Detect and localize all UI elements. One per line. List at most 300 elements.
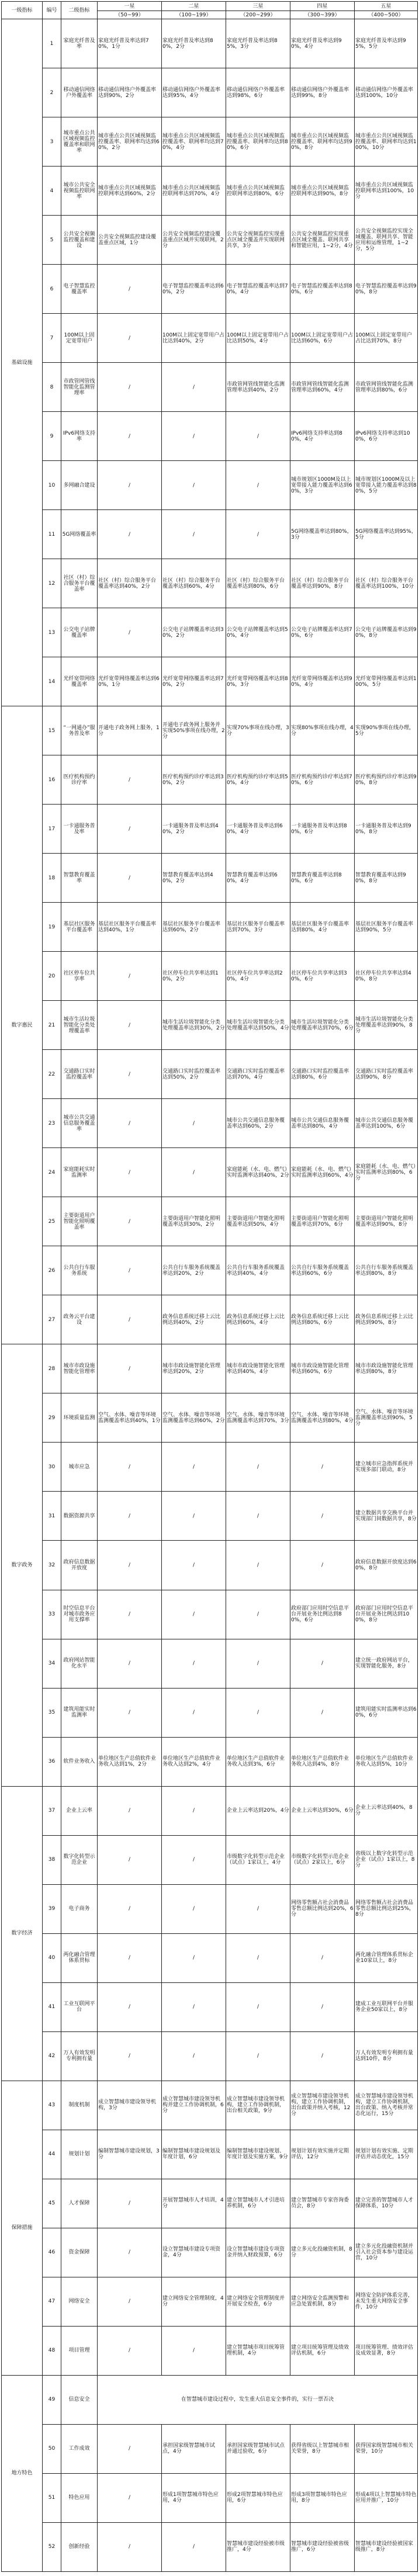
row-number: 44 [43,2130,61,2179]
criteria-cell: / [226,1590,290,1639]
indicator-name: 建筑用能实时监测率 [61,1688,98,1737]
table-row [2,1541,418,1590]
criteria-cell: 公共自行车服务系统覆盖率达到20%，2分 [162,1246,226,1295]
criteria-cell: 建筑用能实时监测率达到60%，6分 [355,1688,418,1737]
criteria-cell: / [98,1148,162,1197]
indicator-name: IPv6网络支持率 [61,412,98,461]
criteria-cell: 编制智慧城市建设规划及年度计划，6分 [162,2130,226,2179]
criteria-cell: 公共安全视频监控实现重点区域全覆盖、联网共享和智能应用，1~2分，4分 [290,216,355,265]
score-range: （200~299） [226,11,290,19]
criteria-cell: / [98,363,162,412]
criteria-cell: 单位地区生产总值软件业务收入达到2%，4分 [162,1737,226,1786]
dimension-label: 数字惠民 [2,706,43,1344]
criteria-cell: 实现90%事项在线办理，5分 [355,706,418,755]
criteria-cell: / [98,1982,162,2031]
criteria-cell: / [290,1541,355,1590]
indicator-name: 资金保障 [61,2228,98,2277]
criteria-cell: 企业上云率达到30%，6分 [290,1786,355,1835]
criteria-cell: / [98,952,162,1001]
criteria-cell: / [162,1492,226,1541]
indicator-name: 电子商务 [61,1884,98,1933]
row-number: 34 [43,1639,61,1688]
table-row [2,755,418,805]
criteria-cell: / [98,2179,162,2228]
criteria-cell: / [98,1246,162,1295]
table-row [2,2130,418,2179]
criteria-cell: 城市重点公共区域视频监控覆盖率、联网率均达到100%，10分 [355,117,418,167]
criteria-cell: 政府信息数据开放度达到60%，8分 [355,1541,418,1590]
indicator-name: 制度机制 [61,2081,98,2130]
criteria-cell: / [98,1001,162,1050]
criteria-cell: 规划计划有效实施、定期评估并动态优化，15分 [355,2130,418,2179]
criteria-cell: 社区（村）综合服务平台覆盖率达到60%，4分 [162,559,226,608]
row-number: 43 [43,2081,61,2130]
criteria-cell: 城市重点公共区域视频监控联网率达到100%，10分 [355,167,418,216]
table-row [2,1050,418,1099]
criteria-cell: 城市重点公共区域视频监控覆盖率、联网率均达到80%，6分 [226,117,290,167]
criteria-cell: / [98,1344,162,1393]
row-number: 26 [43,1246,61,1295]
indicator-name: 城市公共交通信息服务覆盖率 [61,1099,98,1148]
indicator-name: 特色应用 [61,2473,98,2522]
indicator-name: 规划计划 [61,2130,98,2179]
criteria-cell: 成立智慧城市建设领导机构，建立工作协调机制，出台相关政策，9分 [226,2081,290,2130]
criteria-cell: / [98,2522,162,2571]
criteria-cell: / [162,1099,226,1148]
dimension-label: 地方特色 [2,2375,43,2571]
score-range: （400~500） [355,11,418,19]
criteria-cell: / [162,461,226,510]
criteria-cell: 智慧城市建设经验被国家级推广，8分 [355,2522,418,2571]
criteria-cell: / [98,412,162,461]
criteria-cell: 一卡通服务普及率达到60%，4分 [226,805,290,854]
criteria-cell: / [226,1541,290,1590]
row-number: 47 [43,2277,61,2326]
criteria-cell: 建立网络安全管理制度，4分 [162,2277,226,2326]
criteria-cell: / [290,1982,355,2031]
criteria-cell: 公共安全视频监控实现重点区域全覆盖并实现联网共享，3分 [226,216,290,265]
criteria-cell: / [162,1688,226,1737]
criteria-cell: 公共自行车服务系统覆盖率达到40%，4分 [226,1246,290,1295]
criteria-cell: / [226,2031,290,2081]
criteria-cell: 交通路口实时监控覆盖率达到50%，2分 [162,1050,226,1099]
indicator-name: 5G网络覆盖率 [61,510,98,559]
indicator-name: 公共安全视频监控覆盖和建设 [61,216,98,265]
criteria-cell: 家庭光纤普及率达到70%，1分 [98,19,162,68]
indicator-name: 信息安全 [61,2375,98,2424]
criteria-cell: 家庭光纤普及率达到85%，3分 [226,19,290,68]
level1-header: 一级指标 [2,2,43,19]
criteria-cell: 家庭能耗（水、电、燃气）实时监测率达到60%，4分 [290,1148,355,1197]
criteria-cell: 两化融合管理体系贯标企业10家以上，8分 [355,1933,418,1982]
criteria-cell: 城市公共交通信息服务覆盖率达到100%，6分 [355,1099,418,1148]
indicator-name: 城市公共安全视频监控联网率 [61,167,98,216]
row-number: 20 [43,952,61,1001]
criteria-cell: / [98,805,162,854]
criteria-cell: 获得省级以上智慧城市相关荣誉，8分 [290,2424,355,2473]
criteria-cell: 公交电子站牌覆盖率达到30%，2分 [162,608,226,657]
criteria-cell: 移动通信网络户外覆盖率达到100%，10分 [355,68,418,117]
table-row [2,854,418,903]
row-number: 52 [43,2522,61,2571]
criteria-cell: 市级数字化转型示范企业（试点）2家以上，6分 [290,1835,355,1884]
criteria-cell: 智慧教育覆盖率达到90%，8分 [355,854,418,903]
indicator-name: 两化融合管理体系贯标 [61,1933,98,1982]
criteria-cell: 项目统筹管理、绩效评估及成效显著，8分 [355,2326,418,2375]
criteria-cell: 5G网络覆盖率达到80%，3分 [290,510,355,559]
criteria-cell: 社区（村）综合服务平台覆盖率达到90%，8分 [290,559,355,608]
criteria-cell: 城市生活垃圾智能化分类处理覆盖率达到90%，8分 [355,1001,418,1050]
criteria-cell: / [98,1884,162,1933]
indicator-name: 万人有效发明专利拥有量 [61,2031,98,2081]
criteria-cell: / [98,608,162,657]
header-row [2,2,418,11]
row-number: 39 [43,1884,61,1933]
table-row [2,2375,418,2424]
table-row [2,510,418,559]
criteria-cell: 政府部门应用时空信息平台开展业务比例达到80%，6分 [290,1590,355,1639]
row-number: 1 [43,19,61,68]
criteria-cell: 政务信息系统迁移上云比例达到90%，8分 [355,1295,418,1344]
criteria-cell: / [98,755,162,805]
criteria-cell: 家庭能耗（水、电、燃气）实时监测率达到40%，2分 [226,1148,290,1197]
table-row [2,1835,418,1884]
indicator-name: 网络安全 [61,2277,98,2326]
criteria-cell: / [290,1688,355,1737]
criteria-cell: 社区（村）综合服务平台覆盖率达到40%，2分 [98,559,162,608]
criteria-cell: 社区停车位共享率达到40%，8分 [355,952,418,1001]
criteria-cell: 城市市政设施智能化管理率达到40%，4分 [226,1344,290,1393]
row-number: 28 [43,1344,61,1393]
row-number: 46 [43,2228,61,2277]
table-row [2,608,418,657]
criteria-cell: 移动通信网络户外覆盖率达到99%，8分 [290,68,355,117]
criteria-cell: 家庭光纤普及率达到80%，2分 [162,19,226,68]
tier-header: 四星 [290,2,355,11]
table-row [2,117,418,167]
criteria-cell: 建立项目统筹管理及绩效评估机制，6分 [290,2326,355,2375]
criteria-cell: / [162,363,226,412]
row-number: 17 [43,805,61,854]
criteria-cell: 城市规划区1000M及以上宽带接入能力覆盖率达到60%，3分 [290,461,355,510]
criteria-cell: 建立多元化投融资机制，8分 [290,2228,355,2277]
criteria-cell: / [162,412,226,461]
table-row [2,2522,418,2571]
criteria-cell: / [290,1492,355,1541]
table-row [2,314,418,363]
row-number: 31 [43,1492,61,1541]
criteria-cell: 电子智慧监控覆盖率达到60%，2分 [162,265,226,314]
table-row [2,1443,418,1492]
criteria-cell: / [98,1835,162,1884]
criteria-cell: 公共安全视频监控实现全域覆盖、联网共享、智能应用和运维管理，1~2分，5分 [355,216,418,265]
criteria-cell: 城市公共交通信息服务覆盖率达到80%，4分 [290,1099,355,1148]
criteria-cell: / [226,1492,290,1541]
criteria-cell: 医疗机构预约诊疗率达到50%，4分 [226,755,290,805]
table-row [2,2473,418,2522]
criteria-cell: 编制智慧城市建设规划，3分 [98,2130,162,2179]
criteria-cell: 实现80%事项在线办理，4分 [290,706,355,755]
criteria-cell: / [290,1933,355,1982]
indicator-name: 工业互联网平台 [61,1982,98,2031]
criteria-cell: 获得国家级智慧城市相关荣誉，10分 [355,2424,418,2473]
table-row [2,216,418,265]
criteria-cell: / [98,854,162,903]
criteria-cell: 5G网络覆盖率达到95%，5分 [355,510,418,559]
criteria-cell: 建立统一政府网站平台，实现智能化服务，8分 [355,1639,418,1688]
tier-header: 一星 [98,2,162,11]
criteria-cell: 政务信息系统迁移上云比例达到60%，4分 [226,1295,290,1344]
criteria-cell: / [162,1884,226,1933]
row-number: 5 [43,216,61,265]
criteria-cell: 主要街道用户智能化照明覆盖率达到90%，8分 [355,1197,418,1246]
criteria-cell: 建立智慧城市项目统筹管理机制，4分 [226,2326,290,2375]
criteria-cell: 基层社区服务平台覆盖率达到60%，2分 [162,903,226,952]
criteria-cell: 一卡通服务普及率达到40%，2分 [162,805,226,854]
row-number: 9 [43,412,61,461]
indicator-name: 一卡通服务普及率 [61,805,98,854]
criteria-cell: / [98,2228,162,2277]
criteria-cell: 建立数据共享交换平台并实现部门间数据共享，8分 [355,1492,418,1541]
criteria-cell: 形成3项智慧城市特色应用，8分 [290,2473,355,2522]
criteria-cell: / [98,1688,162,1737]
criteria-cell: 交通路口实时监控覆盖率达到70%，4分 [226,1050,290,1099]
row-number: 6 [43,265,61,314]
criteria-cell: 医疗机构预约诊疗率达到90%，8分 [355,755,418,805]
table-row [2,1246,418,1295]
criteria-cell: 社区（村）综合服务平台覆盖率达到100%，10分 [355,559,418,608]
indicator-name: 100M以上固定宽带用户 [61,314,98,363]
criteria-cell: 电子智慧监控覆盖率达到90%，8分 [355,265,418,314]
table-row [2,706,418,755]
criteria-cell: / [226,461,290,510]
criteria-cell: 建立城市应急指挥系统并实现多部门联动，8分 [355,1443,418,1492]
criteria-cell: / [226,1884,290,1933]
criteria-cell: / [226,510,290,559]
table-row [2,2179,418,2228]
table-row [2,1001,418,1050]
criteria-cell: / [290,2031,355,2081]
criteria-cell: / [98,314,162,363]
criteria-cell: 成立智慧城市建设领导机构，建立工作协调机制，出台政策并纳入考核，12分 [290,2081,355,2130]
criteria-cell: / [290,1639,355,1688]
criteria-cell: 政务信息系统迁移上云比例达到40%，2分 [162,1295,226,1344]
criteria-cell: / [98,1933,162,1982]
criteria-cell: 社区（村）综合服务平台覆盖率达到80%，6分 [226,559,290,608]
criteria-cell: 城市重点公共区域视频监控覆盖率、联网率均达到60%，2分 [98,117,162,167]
row-number: 14 [43,657,61,706]
criteria-cell: 城市重点公共区域视频监控联网率达到70%，4分 [162,167,226,216]
row-number: 32 [43,1541,61,1590]
table-row [2,2326,418,2375]
table-row [2,2081,418,2130]
criteria-cell: 承担国家级智慧城市试点并通过验收，6分 [226,2424,290,2473]
table-row [2,2424,418,2473]
row-number: 19 [43,903,61,952]
criteria-cell: / [226,1688,290,1737]
criteria-cell: 万人有效发明专利拥有量达到10件，8分 [355,2031,418,2081]
indicator-name: 数字化转型示范企业 [61,1835,98,1884]
table-row [2,1099,418,1148]
criteria-cell: 智慧教育覆盖率达到80%，6分 [290,854,355,903]
table-row [2,952,418,1001]
criteria-cell: 网络零售额占社会消费品零售总额比例达到25%，8分 [355,1884,418,1933]
criteria-cell: 医疗机构预约诊疗率达到30%，2分 [162,755,226,805]
indicator-name: 城市应急 [61,1443,98,1492]
criteria-cell: / [98,1492,162,1541]
level2-header: 二级指标 [61,2,98,19]
criteria-cell: 形成4项以上智慧城市特色应用并推广，10分 [355,2473,418,2522]
criteria-cell: 企业上云率达到40%，8分 [355,1786,418,1835]
criteria-cell: / [162,1443,226,1492]
criteria-cell: 100M以上固定宽带用户占比达到70%，8分 [355,314,418,363]
criteria-cell: 公交电子站牌覆盖率达到50%，4分 [226,608,290,657]
indicator-name: 创新经验 [61,2522,98,2571]
indicator-name: 数据资源共享 [61,1492,98,1541]
criteria-cell: 建立智慧城市人才引进培养机制，6分 [226,2179,290,2228]
table-row [2,412,418,461]
criteria-cell: 光纤宽带网络覆盖率达到80%，3分 [226,657,290,706]
criteria-cell: 城市生活垃圾智能化分类处理覆盖率达到50%，4分 [226,1001,290,1050]
criteria-cell: 市政管网管线智能化监测管理率达到60%，4分 [290,363,355,412]
criteria-cell: 开通电子政务网上服务并实现50%事项在线办理，2分 [162,706,226,755]
criteria-cell: 100M以上固定宽带用户占比达到50%，4分 [226,314,290,363]
criteria-cell: 政务信息系统迁移上云比例达到80%，6分 [290,1295,355,1344]
criteria-cell: 移动通信网络户外覆盖率达到98%，6分 [226,68,290,117]
row-number: 23 [43,1099,61,1148]
criteria-cell: 建立网络安全监测预警和应急处置机制，8分 [290,2277,355,2326]
criteria-cell: 公交电子站牌覆盖率达到70%，6分 [290,608,355,657]
indicator-name: 人才保障 [61,2179,98,2228]
criteria-cell: 政府部门应用时空信息平台开展业务比例达到100%，8分 [355,1590,418,1639]
criteria-cell: 编制智慧城市建设规划、年度计划及实施方案，9分 [226,2130,290,2179]
criteria-cell: / [98,1099,162,1148]
criteria-cell: IPv6网络支持率达到100%，6分 [355,412,418,461]
criteria-cell: 智慧城市建设经验被市级推广，4分 [226,2522,290,2571]
criteria-cell: / [226,1933,290,1982]
criteria-cell: 城市生活垃圾智能化分类处理覆盖率达到70%，6分 [290,1001,355,1050]
row-number: 21 [43,1001,61,1050]
criteria-cell: 开通电子政务网上服务，1分 [98,706,162,755]
row-number: 24 [43,1148,61,1197]
criteria-cell: / [98,1295,162,1344]
criteria-cell: 光纤宽带网络覆盖率达到70%，2分 [162,657,226,706]
criteria-cell: 公共安全视频监控建设覆盖重点区域，1分 [98,216,162,265]
indicator-name: 企业上云率 [61,1786,98,1835]
indicator-name: 工作成效 [61,2424,98,2473]
table-row [2,1197,418,1246]
table-row [2,363,418,412]
criteria-cell: 100M以上固定宽带用户占比达到60%，6分 [290,314,355,363]
row-number: 29 [43,1393,61,1443]
table-row [2,1688,418,1737]
criteria-cell: / [162,1933,226,1982]
criteria-cell: 城市重点公共区域视频监控覆盖率、联网率均达到70%，4分 [162,117,226,167]
table-row [2,1933,418,1982]
indicator-name: 家庭能耗实时监测率 [61,1148,98,1197]
row-number: 3 [43,117,61,167]
criteria-cell: 单位地区生产总值软件业务收入达到1%，2分 [98,1737,162,1786]
criteria-cell: 建立智慧城市专家咨询委员会，8分 [290,2179,355,2228]
indicator-name: 社区停车位共享率 [61,952,98,1001]
indicator-name: 市政管网管线智能化监测管理率 [61,363,98,412]
criteria-cell: 医疗机构预约诊疗率达到70%，6分 [290,755,355,805]
row-number: 38 [43,1835,61,1884]
criteria-cell: 单位地区生产总值软件业务收入达到5%，10分 [355,1737,418,1786]
criteria-cell: 城市重点公共区域视频监控覆盖率、联网率均达到90%，8分 [290,117,355,167]
criteria-cell: 基层社区服务平台覆盖率达到90%，5分 [355,903,418,952]
criteria-cell: 基层社区服务平台覆盖率达到40%，1分 [98,903,162,952]
score-range: （50~99） [98,11,162,19]
criteria-cell: / [98,1639,162,1688]
indicator-name: 政府信息数据开放度 [61,1541,98,1590]
criteria-cell: 城市重点公共区域视频监控联网率达到90%，8分 [290,167,355,216]
table-row [2,1492,418,1541]
criteria-cell: / [98,2031,162,2081]
criteria-cell: 社区停车位共享率达到10%，2分 [162,952,226,1001]
criteria-cell: / [226,1443,290,1492]
criteria-cell: 电子智慧监控覆盖率达到80%，6分 [290,265,355,314]
criteria-cell: / [98,265,162,314]
criteria-cell: / [162,1590,226,1639]
criteria-cell: 城市市政设施智能化管理率达到20%，2分 [162,1344,226,1393]
indicator-name: 家庭光纤普及率 [61,19,98,68]
criteria-cell: 建立网络安全管理制度并开展安全检查，6分 [226,2277,290,2326]
row-number: 22 [43,1050,61,1099]
criteria-cell: / [98,1443,162,1492]
criteria-cell: 光纤宽带网络覆盖率达到90%，4分 [290,657,355,706]
criteria-cell: 智慧教育覆盖率达到40%，2分 [162,854,226,903]
row-number: 12 [43,559,61,608]
table-row [2,1344,418,1393]
score-range: （300~399） [290,11,355,19]
criteria-cell: / [162,1786,226,1835]
indicator-name: 多网融合建设 [61,461,98,510]
criteria-cell: / [98,1050,162,1099]
indicator-name: 城市市政设施智能化管理率 [61,1344,98,1393]
row-number: 8 [43,363,61,412]
indicator-name: 环境质量监测 [61,1393,98,1443]
criteria-cell: 基层社区服务平台覆盖率达到80%，4分 [290,903,355,952]
criteria-cell: 单位地区生产总值软件业务收入达到3%，6分 [226,1737,290,1786]
criteria-cell: 市政管网管线智能化监测管理率达到80%，6分 [355,363,418,412]
criteria-cell: 空气、水体、噪音等环境监测覆盖率达到80%，4分 [290,1393,355,1443]
criteria-cell: 城市生活垃圾智能化分类处理覆盖率达到30%，2分 [162,1001,226,1050]
criteria-cell: 家庭光纤普及率达到95%，5分 [355,19,418,68]
criteria-cell: 建立多元化投融资机制并引入社会资本参与建设运营，10分 [355,2228,418,2277]
criteria-cell: / [162,1541,226,1590]
criteria-cell: 城市重点公共区域视频监控联网率达到80%，6分 [226,167,290,216]
criteria-cell: 网络零售额占社会消费品零售总额比例达到20%，6分 [290,1884,355,1933]
row-number: 30 [43,1443,61,1492]
criteria-cell: 在智慧城市建设过程中，发生重大信息安全事件的，实行一票否决 [98,2375,418,2424]
row-number: 15 [43,706,61,755]
criteria-cell: / [162,1835,226,1884]
criteria-cell: 开展智慧城市人才培训，4分 [162,2179,226,2228]
indicator-name: 公交电子站牌覆盖率 [61,608,98,657]
criteria-cell: 空气、水体、噪音等环境监测覆盖率达到40%，1分 [98,1393,162,1443]
criteria-cell: 公共安全视频监控建设覆盖重点区域并实现联网，2分 [162,216,226,265]
row-number: 13 [43,608,61,657]
row-number: 11 [43,510,61,559]
criteria-cell: 交通路口实时监控覆盖率达到90%，8分 [355,1050,418,1099]
criteria-cell: / [226,412,290,461]
indicator-name: 城市生活垃圾智能化分类处理覆盖率 [61,1001,98,1050]
dimension-label: 数字政务 [2,1344,43,1786]
table-row [2,1393,418,1443]
table-row [2,1786,418,1835]
row-number: 10 [43,461,61,510]
